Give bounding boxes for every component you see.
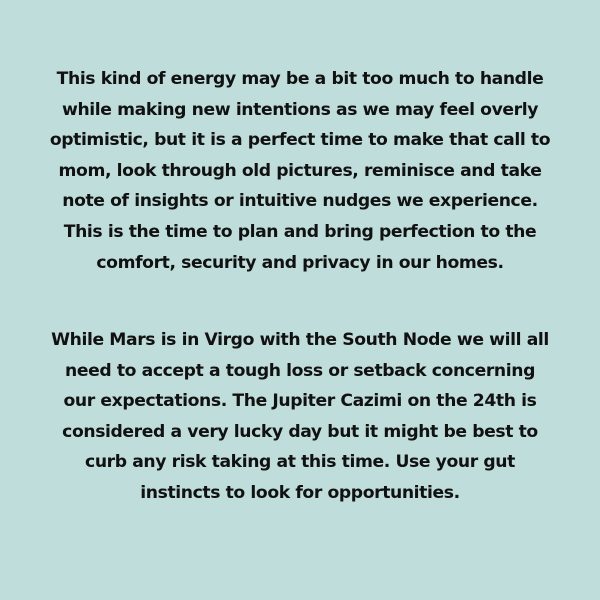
paragraph-line: comfort, security and privacy in our homes. (96, 252, 504, 273)
paragraph-line: This is the time to plan and bring perfection to the (63, 221, 537, 242)
paragraph-line: optimistic, but it is a perfect time to make that call to (49, 130, 551, 151)
paragraph-line: While Mars is in Virgo with the South Node we will all (51, 330, 549, 350)
paragraph-2 (20, 325, 580, 509)
paragraph-line: our expectations. The Jupiter Cazimi on the 24th is (63, 391, 537, 412)
paragraph-line: instincts to look for opportunities. (140, 482, 460, 503)
paragraph-line: mom, look through old pictures, reminisce and take (58, 160, 542, 181)
paragraph-1 (20, 64, 580, 278)
paragraph-line: need to accept a tough loss or setback concerning (65, 360, 535, 381)
paragraph-line: while making new intentions as we may feel overly (61, 99, 539, 120)
paragraph-line: curb any risk taking at this time. Use your gut (85, 452, 515, 473)
paragraph-line: This kind of energy may be a bit too much to handle (56, 69, 544, 89)
paragraph-line: note of insights or intuitive nudges we experience. (62, 191, 538, 212)
paragraph-line: considered a very lucky day but it might be best to (62, 421, 538, 442)
